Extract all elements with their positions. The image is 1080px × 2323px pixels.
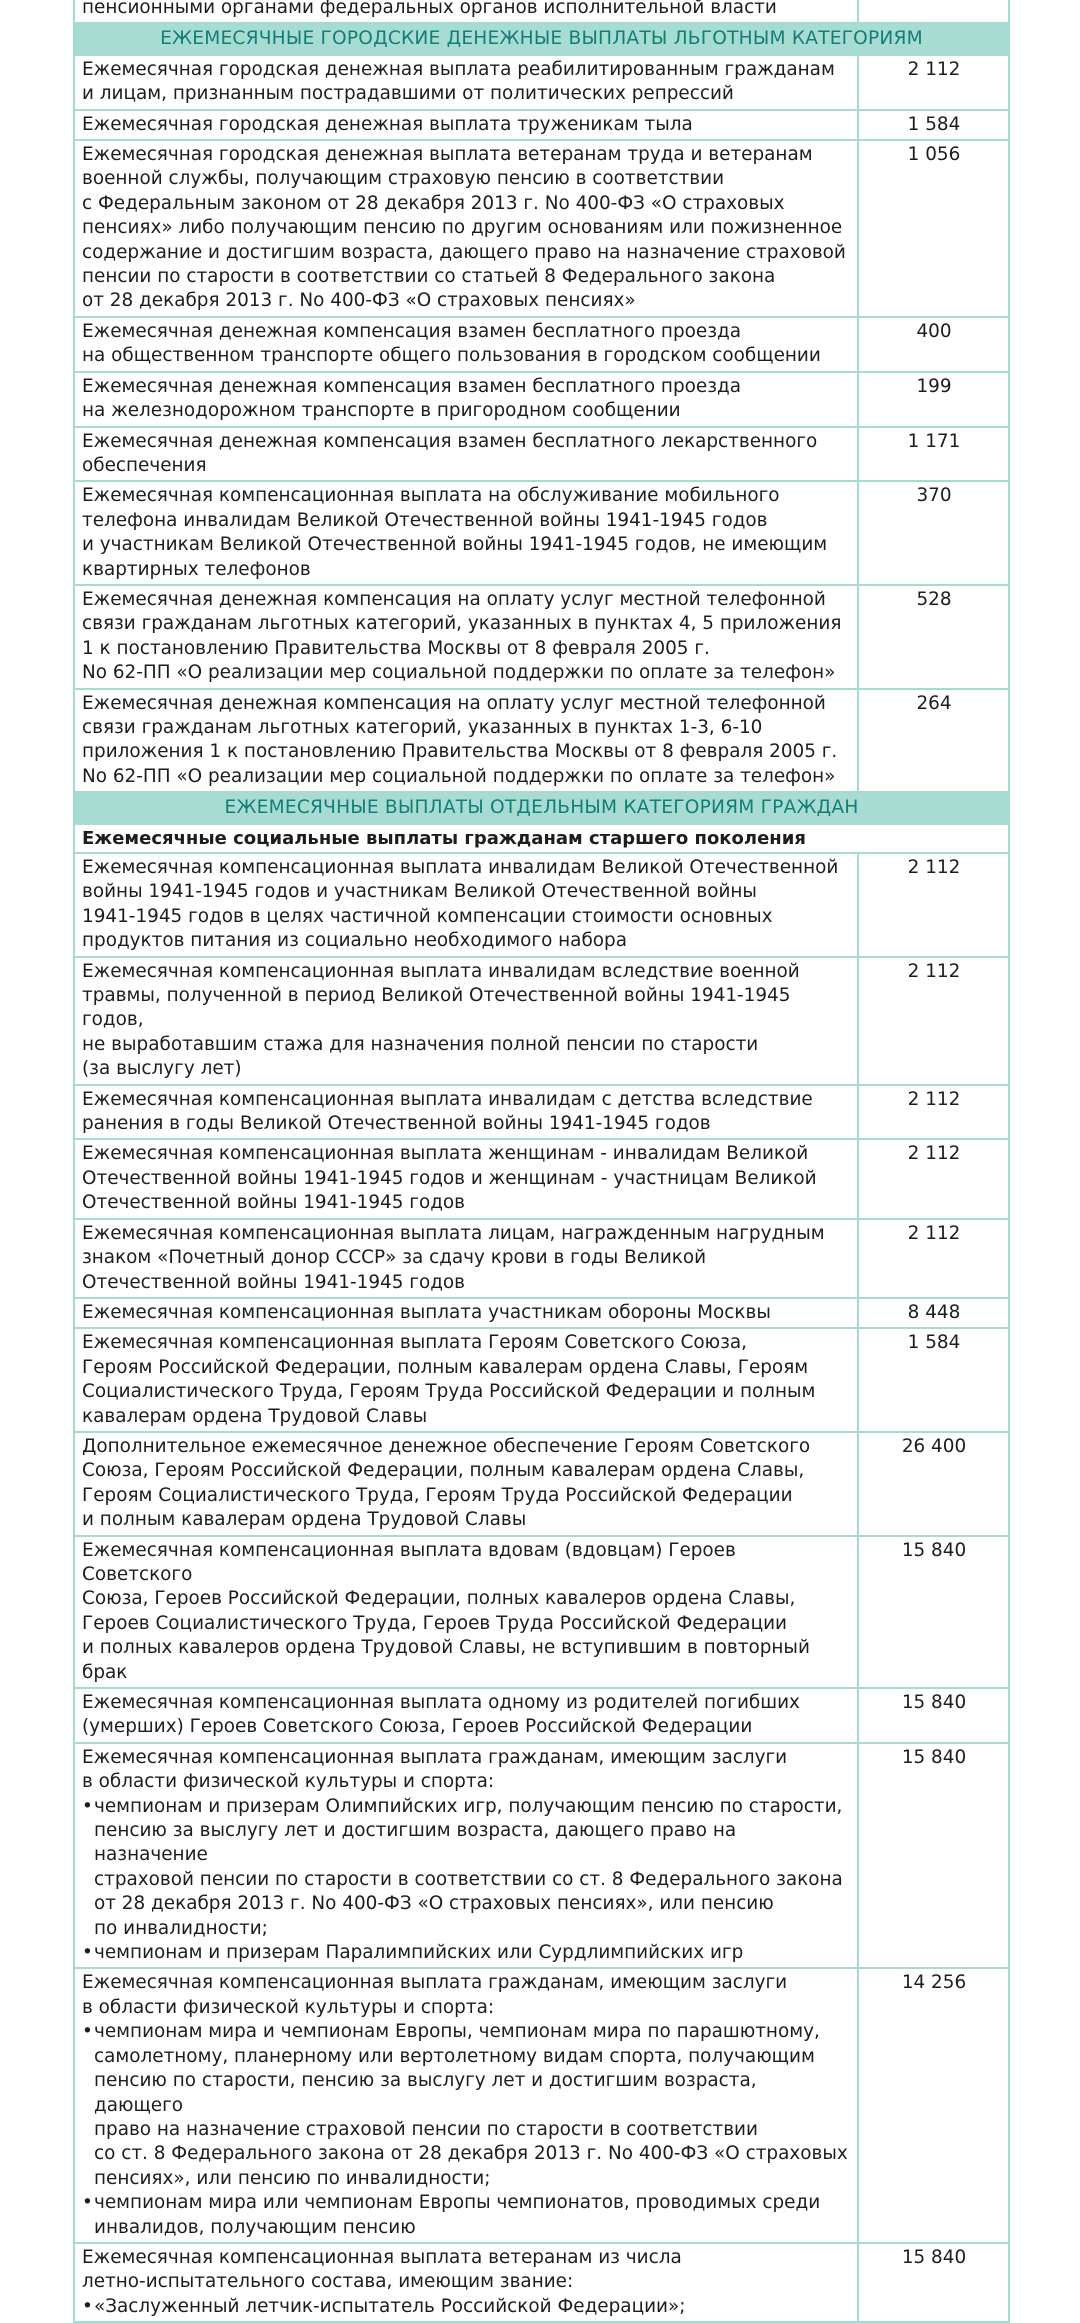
payment-amount: 15 840 [858, 1536, 1009, 1688]
bullet-list [82, 2020, 851, 2240]
table-row [74, 1432, 1009, 1536]
table-row [74, 1219, 1009, 1298]
payment-amount [858, 0, 1009, 23]
list-item: • чемпионам мира и чемпионам Европы, чемпионам мира по парашютному, самолетному, планерному или вертолетному видам спорта, получающим пенсию по старости, пенсию за выслугу лет и достигшим возраста, дающего право на назначение страховой пенсии по старости в соответствии со ст. 8 Федерального закона от 28 декабря 2013 г. No 400-ФЗ «О страховых пенсиях», или пенсию по инвалидности; [82, 2020, 851, 2191]
payment-amount: 264 [858, 689, 1009, 793]
subheading-row [74, 824, 1009, 853]
payment-description: Ежемесячная городская денежная выплата ветеранам труда и ветеранам военной службы, получающим страховую пенсию в соответствии с Федеральным законом от 28 декабря 2013 г. No 400-ФЗ «О страховых пенсиях» либо получающим пенсию по другим основаниям или пожизненное содержание и достигшим возраста, дающего право на назначение страховой пенсии по старости в соответствии со статьей 8 Федерального закона от 28 декабря 2013 г. No 400-ФЗ «О страховых пенсиях» [74, 140, 858, 317]
table-row [74, 0, 1009, 23]
payment-description: Ежемесячная компенсационная выплата женщинам - инвалидам Великой Отечественной войны 1941-1945 годов и женщинам - участницам Великой Отечественной войны 1941-1945 годов [74, 1139, 858, 1218]
list-item: • «Заслуженный летчик-испытатель Российской Федерации»; [82, 2295, 851, 2319]
table-row [74, 372, 1009, 427]
payment-amount: 2 112 [858, 55, 1009, 110]
list-item: • чемпионам и призерам Олимпийских игр, получающим пенсию по старости, пенсию за выслугу лет и достигшим возраста, дающего право на назначение страховой пенсии по старости в соответствии со ст. 8 Федерального закона от 28 декабря 2013 г. No 400-ФЗ «О страховых пенсиях», или пенсию по инвалидности; [82, 1795, 851, 1941]
payment-intro: Ежемесячная компенсационная выплата ветеранам из числа летно-испытательного состава, имеющим звание: [82, 2246, 682, 2293]
payment-amount: 15 840 [858, 1688, 1009, 1743]
bullet-list [82, 1795, 851, 1966]
table-row [74, 110, 1009, 140]
section-title: ЕЖЕМЕСЯЧНЫЕ ГОРОДСКИЕ ДЕНЕЖНЫЕ ВЫПЛАТЫ ЛЬГОТНЫМ КАТЕГОРИЯМ [74, 23, 1009, 54]
table-row [74, 2243, 1009, 2322]
payment-description: Ежемесячная городская денежная выплата реабилитированным гражданам и лицам, признанным пострадавшими от политических репрессий [74, 55, 858, 110]
payment-amount: 2 112 [858, 1139, 1009, 1218]
table-row [74, 1743, 1009, 1969]
payment-description: Ежемесячная компенсационная выплата одному из родителей погибших (умерших) Героев Советского Союза, Героев Российской Федерации [74, 1688, 858, 1743]
table-row [74, 853, 1009, 957]
payment-amount: 2 112 [858, 957, 1009, 1085]
payment-description: Ежемесячная компенсационная выплата инвалидам Великой Отечественной войны 1941-1945 годов и участникам Великой Отечественной войны 1941-1945 годов в целях частичной компенсации стоимости основных продуктов питания из социально необходимого набора [74, 853, 858, 957]
payment-amount: 1 584 [858, 110, 1009, 140]
payment-amount: 26 400 [858, 1432, 1009, 1536]
table-row [74, 1688, 1009, 1743]
table-row [74, 1298, 1009, 1328]
table-row [74, 1139, 1009, 1218]
payment-amount: 15 840 [858, 1743, 1009, 1969]
payment-amount: 370 [858, 481, 1009, 585]
table-row [74, 481, 1009, 585]
payments-table [73, 0, 1010, 2323]
payment-amount: 1 056 [858, 140, 1009, 317]
payment-amount: 1 584 [858, 1328, 1009, 1432]
payment-description: Ежемесячная денежная компенсация взамен бесплатного лекарственного обеспечения [74, 427, 858, 482]
payment-amount: 199 [858, 372, 1009, 427]
payment-amount: 2 112 [858, 853, 1009, 957]
payment-description: пенсионными органами федеральных органов исполнительной власти [74, 0, 858, 23]
payment-amount: 2 112 [858, 1219, 1009, 1298]
table-row [74, 55, 1009, 110]
document-page [73, 0, 1008, 2323]
payment-description: Ежемесячная денежная компенсация взамен бесплатного проезда на общественном транспорте общего пользования в городском сообщении [74, 317, 858, 372]
table-row [74, 585, 1009, 689]
payment-amount: 2 112 [858, 1085, 1009, 1140]
payment-amount: 8 448 [858, 1298, 1009, 1328]
payment-amount: 15 840 [858, 2243, 1009, 2322]
section-header [74, 23, 1009, 54]
payment-description: Ежемесячная городская денежная выплата труженикам тыла [74, 110, 858, 140]
payment-intro: Ежемесячная компенсационная выплата гражданам, имеющим заслуги в области физической культуры и спорта: [82, 1972, 788, 2018]
payment-description: Ежемесячная компенсационная выплата участникам обороны Москвы [74, 1298, 858, 1328]
table-row [74, 1968, 1009, 2242]
payment-intro: Ежемесячная компенсационная выплата гражданам, имеющим заслуги в области физической культуры и спорта: [82, 1746, 788, 1793]
table-row [74, 957, 1009, 1085]
section-header [74, 792, 1009, 823]
payment-amount: 400 [858, 317, 1009, 372]
payment-amount: 528 [858, 585, 1009, 689]
bullet-list [82, 2295, 851, 2319]
payment-description: Ежемесячная денежная компенсация на оплату услуг местной телефонной связи гражданам льготных категорий, указанных в пунктах 1-3, 6-10 приложения 1 к постановлению Правительства Москвы от 8 февраля 2005 г. No 62-ПП «О реализации мер социальной поддержки по оплате за телефон» [74, 689, 858, 793]
payment-description: Ежемесячная компенсационная выплата Героям Советского Союза, Героям Российской Федерации, полным кавалерам ордена Славы, Героям Социалистического Труда, Героям Труда Российской Федерации и полным кавалерам ордена Трудовой Славы [74, 1328, 858, 1432]
payment-description: Дополнительное ежемесячное денежное обеспечение Героям Советского Союза, Героям Российской Федерации, полным кавалерам ордена Славы, Героям Социалистического Труда, Героям Труда Российской Федерации и полным кавалерам ордена Трудовой Славы [74, 1432, 858, 1536]
payment-description [74, 1743, 858, 1969]
payment-description [74, 2243, 858, 2322]
table-row [74, 427, 1009, 482]
payment-description: Ежемесячная компенсационная выплата вдовам (вдовцам) Героев Советского Союза, Героев Российской Федерации, полных кавалеров ордена Славы, Героев Социалистического Труда, Героев Труда Российской Федерации и полных кавалеров ордена Трудовой Славы, не вступившим в повторный брак [74, 1536, 858, 1688]
list-item: • чемпионам мира или чемпионам Европы чемпионатов, проводимых среди инвалидов, получающим пенсию [82, 2191, 851, 2240]
subheading: Ежемесячные социальные выплаты гражданам старшего поколения [74, 824, 1009, 853]
payment-description: Ежемесячная денежная компенсация на оплату услуг местной телефонной связи гражданам льготных категорий, указанных в пунктах 4, 5 приложения 1 к постановлению Правительства Москвы от 8 февраля 2005 г. No 62-ПП «О реализации мер социальной поддержки по оплате за телефон» [74, 585, 858, 689]
table-row [74, 1536, 1009, 1688]
payment-amount: 14 256 [858, 1968, 1009, 2242]
table-row [74, 1328, 1009, 1432]
payment-description: Ежемесячная компенсационная выплата на обслуживание мобильного телефона инвалидам Великой Отечественной войны 1941-1945 годов и участникам Великой Отечественной войны 1941-1945 годов, не имеющим квартирных телефонов [74, 481, 858, 585]
payment-description [74, 1968, 858, 2242]
payment-description: Ежемесячная компенсационная выплата инвалидам с детства вследствие ранения в годы Великой Отечественной войны 1941-1945 годов [74, 1085, 858, 1140]
list-item: • чемпионам и призерам Паралимпийских или Сурдлимпийских игр [82, 1941, 851, 1965]
table-row [74, 140, 1009, 317]
payment-description: Ежемесячная денежная компенсация взамен бесплатного проезда на железнодорожном транспорте в пригородном сообщении [74, 372, 858, 427]
table-row [74, 317, 1009, 372]
payment-amount: 1 171 [858, 427, 1009, 482]
section-title: ЕЖЕМЕСЯЧНЫЕ ВЫПЛАТЫ ОТДЕЛЬНЫМ КАТЕГОРИЯМ ГРАЖДАН [74, 792, 1009, 823]
table-row [74, 689, 1009, 793]
payment-description: Ежемесячная компенсационная выплата инвалидам вследствие военной травмы, полученной в период Великой Отечественной войны 1941-1945 годов, не выработавшим стажа для назначения полной пенсии по старости (за выслугу лет) [74, 957, 858, 1085]
payment-description: Ежемесячная компенсационная выплата лицам, награжденным нагрудным знаком «Почетный донор СССР» за сдачу крови в годы Великой Отечественной войны 1941-1945 годов [74, 1219, 858, 1298]
table-row [74, 1085, 1009, 1140]
